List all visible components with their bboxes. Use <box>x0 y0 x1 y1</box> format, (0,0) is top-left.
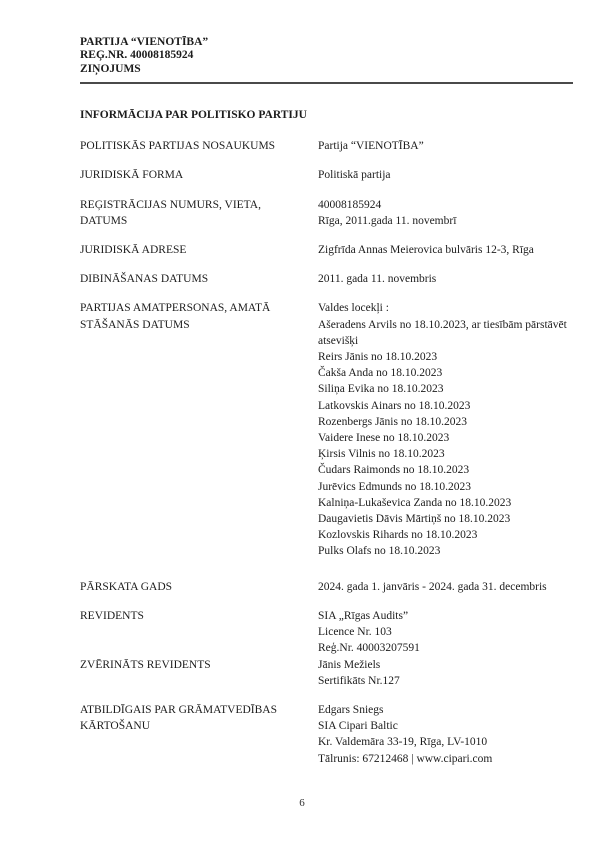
value-line: Vaidere Inese no 18.10.2023 <box>318 432 450 445</box>
row-value <box>318 702 573 767</box>
value-line: Jānis Mežiels <box>318 658 381 671</box>
section-title: INFORMĀCIJA PAR POLITISKO PARTIJU <box>80 109 307 122</box>
value-line: Siliņa Evika no 18.10.2023 <box>318 383 444 396</box>
value-line: Pulks Olafs no 18.10.2023 <box>318 545 441 558</box>
value-line: Reģ.Nr. 40003207591 <box>318 642 420 655</box>
row-label: REĢISTRĀCIJAS NUMURS, VIETA, DATUMS <box>80 198 261 227</box>
party-name-header: PARTIJA “VIENOTĪBA” <box>80 36 209 48</box>
value-line: Jurēvics Edmunds no 18.10.2023 <box>318 480 472 493</box>
value-line: atsevišķi <box>318 334 359 347</box>
row-label: PĀRSKATA GADS <box>80 580 173 593</box>
report-type-header: ZIŅOJUMS <box>80 62 141 75</box>
header-divider <box>80 82 573 84</box>
value-line: Čudars Raimonds no 18.10.2023 <box>318 464 470 477</box>
row-label: DIBINĀŠANAS DATUMS <box>80 273 209 286</box>
registration-number-header: REĢ.NR. 40008185924 <box>80 49 194 62</box>
value-line: Tālrunis: 67212468 | www.cipari.com <box>318 752 493 765</box>
info-rows <box>80 138 573 767</box>
value-line: Rozenbergs Jānis no 18.10.2023 <box>318 415 467 428</box>
value-line: 2011. gada 11. novembris <box>318 273 437 286</box>
value-line: Reirs Jānis no 18.10.2023 <box>318 351 438 364</box>
value-line: Kr. Valdemāra 33-19, Rīga, LV-1010 <box>318 736 488 749</box>
info-row <box>80 657 573 689</box>
row-label: ATBILDĪGAIS PAR GRĀMATVEDĪBAS KĀRTOŠANU <box>80 703 278 733</box>
value-line: Partija “VIENOTĪBA” <box>318 140 424 153</box>
row-label: ZVĒRINĀTS REVIDENTS <box>80 658 211 671</box>
value-line: Licence Nr. 103 <box>318 626 392 639</box>
info-row <box>80 242 573 258</box>
row-value <box>318 271 573 287</box>
row-value <box>318 242 573 258</box>
value-line: Ašeradens Arvils no 18.10.2023, ar tiesībām pārstāvēt <box>318 318 567 331</box>
value-line: Sertifikāts Nr.127 <box>318 674 400 687</box>
page-number: 6 <box>299 797 305 809</box>
info-row <box>80 608 573 657</box>
value-line: 40008185924 <box>318 198 382 211</box>
row-value <box>318 657 573 689</box>
row-label: POLITISKĀS PARTIJAS NOSAUKUMS <box>80 140 276 153</box>
row-label: JURIDISKĀ ADRESE <box>80 244 187 257</box>
row-value <box>318 579 573 595</box>
value-line: SIA Cipari Baltic <box>318 720 398 733</box>
value-line: Edgars Sniegs <box>318 703 384 716</box>
value-line: Latkovskis Ainars no 18.10.2023 <box>318 399 471 412</box>
value-line: 2024. gada 1. janvāris - 2024. gada 31. decembris <box>318 580 547 593</box>
value-line: SIA „Rīgas Audits” <box>318 609 409 622</box>
row-value <box>318 197 573 229</box>
row-label: JURIDISKĀ FORMA <box>80 169 184 182</box>
value-line: Ķirsis Vilnis no 18.10.2023 <box>318 448 445 461</box>
row-value <box>318 608 573 657</box>
value-line: Kozlovskis Rihards no 18.10.2023 <box>318 529 478 542</box>
info-row <box>80 167 573 183</box>
row-label: REVIDENTS <box>80 609 144 622</box>
info-row <box>80 702 573 767</box>
info-row <box>80 138 573 154</box>
value-line: Čakša Anda no 18.10.2023 <box>318 367 443 380</box>
value-line: Rīga, 2011.gada 11. novembrī <box>318 214 457 227</box>
info-row <box>80 579 573 595</box>
info-row <box>80 271 573 287</box>
value-line: Kalniņa-Lukaševica Zanda no 18.10.2023 <box>318 496 512 509</box>
row-value <box>318 167 573 183</box>
row-label: PARTIJAS AMATPERSONAS, AMATĀ STĀŠANĀS DATUMS <box>80 302 271 331</box>
value-line: Zigfrīda Annas Meierovica bulvāris 12-3, Rīga <box>318 244 534 257</box>
row-value <box>318 300 573 559</box>
value-line: Daugavietis Dāvis Mārtiņš no 18.10.2023 <box>318 513 511 526</box>
value-line: Politiskā partija <box>318 169 391 182</box>
info-row <box>80 197 573 229</box>
info-row <box>80 300 573 559</box>
document-header <box>80 36 573 76</box>
row-value <box>318 138 573 154</box>
value-line: Valdes locekļi : <box>318 302 389 315</box>
